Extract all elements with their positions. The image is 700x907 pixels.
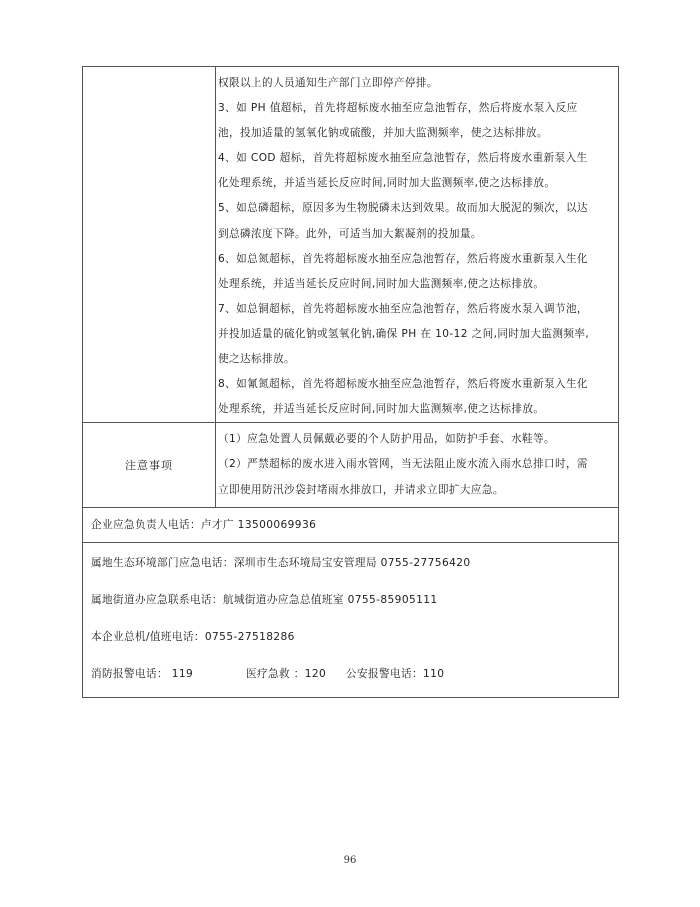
contacts-cell bbox=[83, 542, 619, 697]
medical-phone: 医疗急救 ：120 bbox=[246, 667, 327, 680]
measures-row bbox=[83, 67, 619, 423]
police-phone: 公安报警电话：110 bbox=[346, 667, 445, 680]
notes-row bbox=[83, 423, 619, 507]
measure-line: 4、如 COD 超标，首先将超标废水抽至应急池暂存，然后将废水重新泵入生 bbox=[218, 152, 588, 165]
measures-content-cell bbox=[216, 67, 619, 423]
measure-line: 化处理系统，并适当延长反应时间,同时加大监测频率,使之达标排放。 bbox=[218, 177, 556, 190]
measure-line: 8、如氰氮超标，首先将超标废水抽至应急池暂存，然后将废水重新泵入生化 bbox=[218, 378, 588, 391]
measure-line: 池，投加适量的氢氧化钠或硫酸，并加大监测频率，使之达标排放。 bbox=[218, 127, 548, 140]
duty-office-phone: 本企业总机/值班电话：0755-27518286 bbox=[91, 630, 295, 643]
measure-line: 3、如 PH 值超标，首先将超标废水抽至应急池暂存，然后将废水泵入反应 bbox=[218, 102, 578, 115]
note-line: （1）应急处置人员佩戴必要的个人防护用品，如防护手套、水鞋等。 bbox=[218, 433, 555, 446]
measure-line: 到总磷浓度下降。此外，可适当加大絮凝剂的投加量。 bbox=[218, 227, 482, 240]
responsible-phone: 企业应急负责人电话：卢才广 13500069936 bbox=[83, 507, 619, 542]
notes-content-cell bbox=[216, 423, 619, 507]
page-number: 96 bbox=[343, 855, 357, 866]
contacts-row bbox=[83, 542, 619, 697]
measure-line: 6、如总氮超标，首先将超标废水抽至应急池暂存，然后将废水重新泵入生化 bbox=[218, 252, 588, 265]
measure-line: 并投加适量的硫化钠或氢氧化钠,确保 PH 在 10-12 之间,同时加大监测频率, bbox=[218, 327, 590, 340]
measure-line: 处理系统，并适当延长反应时间,同时加大监测频率,使之达标排放。 bbox=[218, 403, 545, 416]
measure-line: 处理系统，并适当延长反应时间,同时加大监测频率,使之达标排放。 bbox=[218, 277, 545, 290]
note-line: （2）严禁超标的废水进入雨水管网，当无法阻止废水流入雨水总排口时，需 bbox=[218, 458, 588, 471]
fire-phone: 消防报警电话： 119 bbox=[91, 667, 194, 680]
street-office-phone: 属地街道办应急联系电话：航城街道办应急总值班室 0755-85905111 bbox=[91, 593, 438, 606]
notes-label: 注意事项 bbox=[83, 423, 216, 507]
responsible-row bbox=[83, 507, 619, 542]
note-line: 立即使用防汛沙袋封堵雨水排放口，并请求立即扩大应急。 bbox=[218, 483, 504, 496]
emergency-numbers-line bbox=[91, 656, 610, 693]
measure-line: 5、如总磷超标，原因多为生物脱磷未达到效果。故而加大脱泥的频次，以达 bbox=[218, 202, 588, 215]
eco-dept-phone: 属地生态环境部门应急电话：深圳市生态环境局宝安管理局 0755-27756420 bbox=[91, 556, 471, 569]
measure-line: 使之达标排放。 bbox=[218, 353, 295, 366]
measures-label-cell bbox=[83, 67, 216, 423]
measure-line: 7、如总铜超标，首先将超标废水抽至应急池暂存，然后将废水泵入调节池， bbox=[218, 302, 588, 315]
measure-line: 权限以上的人员通知生产部门立即停产停排。 bbox=[218, 77, 438, 89]
emergency-measures-table bbox=[82, 66, 619, 698]
